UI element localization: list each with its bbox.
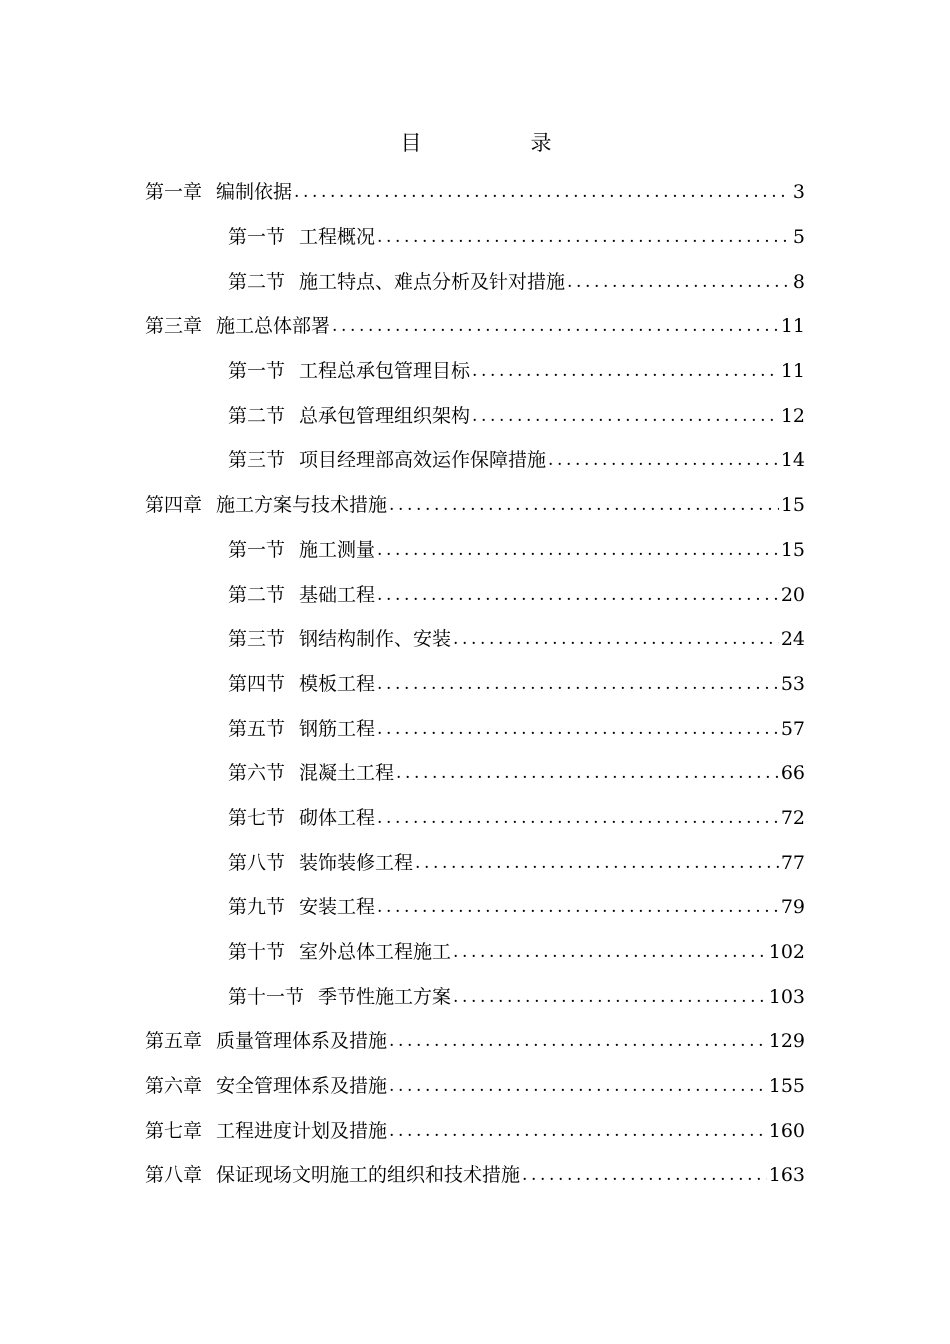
toc-entry-number: 第六章 [145,1075,203,1098]
toc-entry-page-number: 57 [780,717,805,740]
toc-dot-leader [294,177,791,207]
toc-entry-title: 施工测量 [299,538,376,561]
toc-entry-page-number: 11 [780,315,805,338]
toc-dot-leader [377,535,779,565]
toc-entry-number: 第七节 [228,806,286,829]
toc-section-entry[interactable] [228,572,805,617]
toc-entry-page-number: 163 [768,1164,805,1187]
toc-entry-page-number: 103 [768,985,805,1008]
toc-section-entry[interactable] [228,528,805,573]
toc-entry-number: 第十一节 [228,985,305,1008]
toc-entry-title: 工程概况 [299,226,376,249]
toc-dot-leader [377,714,779,744]
toc-entry-label [145,177,292,207]
toc-entry-page-number: 77 [780,851,805,874]
toc-entry-number: 第一节 [228,226,286,249]
toc-entry-title: 季节性施工方案 [318,985,452,1008]
toc-entry-title: 装饰装修工程 [299,851,414,874]
toc-entry-number: 第十节 [228,941,286,964]
toc-dot-leader [377,669,779,699]
toc-entry-title: 质量管理体系及措施 [216,1030,388,1053]
toc-entry-number: 第八节 [228,851,286,874]
toc-entry-page-number: 102 [768,941,805,964]
toc-dot-leader [472,356,779,386]
toc-entry-label [228,267,565,297]
toc-chapter-entry[interactable] [145,1108,805,1153]
toc-entry-label [145,1160,520,1190]
toc-entry-number: 第三节 [228,449,286,472]
toc-dot-leader [415,848,779,878]
toc-entry-number: 第一章 [145,181,203,204]
toc-dot-leader [453,982,767,1012]
toc-entry-title: 项目经理部高效运作保障措施 [299,449,547,472]
toc-entry-page-number: 20 [780,583,805,606]
toc-entry-label [228,624,451,654]
toc-entry-number: 第二节 [228,270,286,293]
toc-chapter-entry[interactable] [145,483,805,528]
toc-entry-title: 编制依据 [216,181,293,204]
toc-entry-page-number: 11 [780,360,805,383]
toc-entry-label [228,714,375,744]
toc-entry-number: 第九节 [228,896,286,919]
toc-section-entry[interactable] [228,974,805,1019]
toc-section-entry[interactable] [228,617,805,662]
toc-dot-leader [453,937,767,967]
toc-chapter-entry[interactable] [145,1019,805,1064]
toc-entry-label [228,401,470,431]
toc-entry-number: 第四节 [228,672,286,695]
toc-section-entry[interactable] [228,215,805,260]
toc-dot-leader [522,1160,767,1190]
toc-entry-title: 安装工程 [299,896,376,919]
toc-dot-leader [377,222,791,252]
toc-section-entry[interactable] [228,751,805,796]
toc-entry-label [228,892,375,922]
toc-section-entry[interactable] [228,662,805,707]
toc-chapter-entry[interactable] [145,1153,805,1198]
toc-entry-number: 第三章 [145,315,203,338]
toc-dot-leader [389,1071,767,1101]
toc-section-entry[interactable] [228,796,805,841]
toc-entry-label [228,356,470,386]
toc-entry-title: 钢结构制作、安装 [299,628,452,651]
toc-dot-leader [389,1116,767,1146]
toc-entry-title: 施工特点、难点分析及针对措施 [299,270,566,293]
toc-entry-label [228,848,413,878]
toc-section-entry[interactable] [228,393,805,438]
toc-dot-leader [396,758,779,788]
toc-dot-leader [377,803,779,833]
toc-entry-title: 安全管理体系及措施 [216,1075,388,1098]
toc-entry-label [228,222,375,252]
toc-entry-label [228,445,546,475]
toc-title: 目 录 [400,131,596,155]
toc-dot-leader [567,267,791,297]
toc-dot-leader [453,624,779,654]
toc-section-entry[interactable] [228,706,805,751]
toc-entry-label [145,311,330,341]
toc-entry-label [228,937,451,967]
toc-section-entry[interactable] [228,885,805,930]
toc-entry-page-number: 12 [780,404,805,427]
toc-entry-page-number: 53 [780,672,805,695]
toc-entry-number: 第三节 [228,628,286,651]
toc-dot-leader [332,311,779,341]
toc-entry-title: 工程进度计划及措施 [216,1119,388,1142]
toc-entry-label [228,580,375,610]
toc-entry-number: 第一节 [228,538,286,561]
toc-entry-title: 钢筋工程 [299,717,376,740]
toc-chapter-entry[interactable] [145,1064,805,1109]
toc-entry-page-number: 155 [768,1075,805,1098]
toc-entry-page-number: 15 [780,538,805,561]
toc-entry-page-number: 160 [768,1119,805,1142]
toc-entry-number: 第八章 [145,1164,203,1187]
toc-entry-number: 第一节 [228,360,286,383]
toc-entry-title: 施工方案与技术措施 [216,494,388,517]
toc-entry-number: 第七章 [145,1119,203,1142]
toc-entry-page-number: 14 [780,449,805,472]
toc-chapter-entry[interactable] [145,170,805,215]
toc-entry-page-number: 129 [768,1030,805,1053]
toc-list [0,170,950,1198]
toc-section-entry[interactable] [228,259,805,304]
toc-entry-label [228,669,375,699]
toc-entry-title: 总承包管理组织架构 [299,404,471,427]
toc-entry-number: 第二节 [228,583,286,606]
toc-entry-label [228,535,375,565]
toc-entry-number: 第六节 [228,762,286,785]
toc-entry-page-number: 15 [780,494,805,517]
toc-entry-title: 室外总体工程施工 [299,941,452,964]
toc-entry-title: 基础工程 [299,583,376,606]
toc-entry-label [145,1116,387,1146]
toc-entry-page-number: 72 [780,806,805,829]
toc-section-entry[interactable] [228,930,805,975]
toc-dot-leader [389,1026,767,1056]
toc-entry-label [228,758,394,788]
toc-entry-label [228,982,451,1012]
toc-chapter-entry[interactable] [145,304,805,349]
toc-dot-leader [389,490,779,520]
toc-section-entry[interactable] [228,349,805,394]
toc-entry-title: 施工总体部署 [216,315,331,338]
toc-entry-title: 砌体工程 [299,806,376,829]
toc-entry-page-number: 66 [780,762,805,785]
toc-entry-title: 工程总承包管理目标 [299,360,471,383]
toc-entry-page-number: 5 [792,226,805,249]
toc-dot-leader [377,580,779,610]
toc-entry-page-number: 3 [792,181,805,204]
toc-entry-number: 第四章 [145,494,203,517]
toc-entry-title: 保证现场文明施工的组织和技术措施 [216,1164,521,1187]
toc-entry-title: 混凝土工程 [299,762,395,785]
toc-dot-leader [377,892,779,922]
toc-entry-label [145,1026,387,1056]
toc-entry-number: 第二节 [228,404,286,427]
toc-section-entry[interactable] [228,840,805,885]
toc-dot-leader [472,401,779,431]
toc-entry-title: 模板工程 [299,672,376,695]
toc-entry-page-number: 24 [780,628,805,651]
toc-entry-label [228,803,375,833]
toc-entry-label [145,1071,387,1101]
toc-entry-number: 第五章 [145,1030,203,1053]
toc-entry-page-number: 79 [780,896,805,919]
toc-entry-page-number: 8 [792,270,805,293]
toc-entry-label [145,490,387,520]
toc-dot-leader [548,445,779,475]
toc-section-entry[interactable] [228,438,805,483]
toc-entry-number: 第五节 [228,717,286,740]
